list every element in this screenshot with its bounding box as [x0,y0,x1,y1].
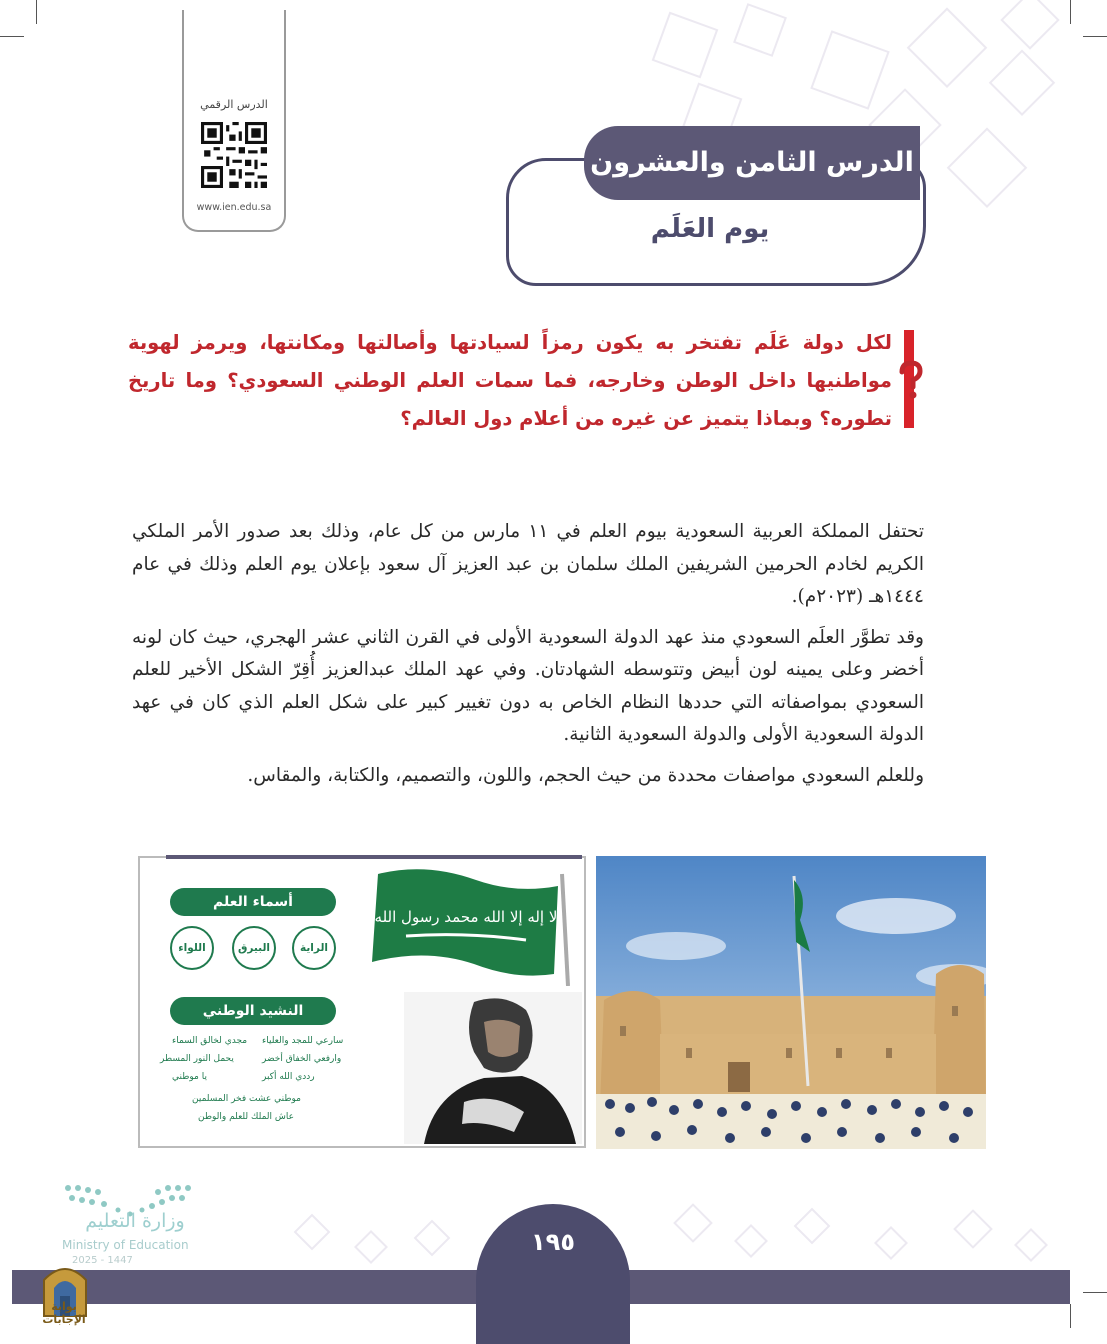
question-mark-icon [896,360,924,400]
flag-name-item: اللواء [170,926,214,970]
anthem-line: موطني عشت فخر المسلمين [192,1094,301,1104]
qr-label: الدرس الرقمي [200,98,268,111]
anthem-line: رددي الله أكبر [262,1072,315,1082]
anthem-line: وارفعي الخفاق أخضر [262,1054,342,1064]
paragraph: تحتفل المملكة العربية السعودية بيوم العلم في ١١ مارس من كل عام، وذلك بعد صدور الأمر الملكي الكريم لخادم الحرمين الشريفين الملك سلمان بن عبد العزيز آل سعود بإعلان يوم العلم وذلك في عام ١٤٤٤هـ (٢٠٢٣م). [132,521,924,607]
anthem-line: سارعي للمجد والعلياء [262,1036,344,1046]
lesson-title: الدرس الثامن والعشرون [584,126,920,200]
anthem-line: مجدي لخالق السماء [172,1036,248,1046]
qr-url[interactable]: www.ien.edu.sa [196,202,272,213]
ministry-name-ar: وزارة التعليم [85,1210,185,1232]
paragraph: وقد تطوَّر العلَم السعودي منذ عهد الدولة السعودية الأولى في القرن الثاني عشر الهجري، حيث كان لونه أخضر وعلى يمينه لون أبيض وتتوسطه الشهادتان. وفي عهد الملك عبدالعزيز أُقِرّ الشكل الأخير للعلم السعودي بمواصفاته التي حددها النظام الخاص به دون تغيير كبير على شكل العلم الذي كان في عهد الدولة السعودية الأولى والدولة السعودية الثانية. [132,626,924,745]
digital-lesson-tab[interactable] [182,10,286,232]
anthem-title: النشيد الوطني [170,997,336,1025]
paragraph: وللعلم السعودي مواصفات محددة من حيث الحجم، واللون، والتصميم، والكتابة، والمقاس. [247,764,924,786]
lesson-subtitle: يوم العَلَم [650,214,770,244]
edition-year: 2025 - 1447 [72,1255,133,1266]
anthem-line: يحمل النور المسطر [160,1054,234,1064]
fort-flag-photo [596,856,986,1149]
flag-shahada: لا إله إلا الله محمد رسول الله [374,908,558,926]
ministry-name-en: Ministry of Education [62,1238,189,1252]
page-number: ١٩٥ [531,1228,575,1256]
anthem-line: يا موطني [172,1072,207,1082]
flag-names-title: أسماء العلم [170,888,336,916]
card-accent-line [166,855,582,859]
intro-question: لكل دولة عَلَم تفتخر به يكون رمزاً لسيادتها وأصالتها ومكانتها، ويرمز لهوية مواطنيها داخل الوطن وخارجه، فما سمات العلم الوطني السعودي؟ وما تاريخ تطوره؟ وبماذا يتميز عن غيره من أعلام دول العالم؟ [128,331,892,430]
saudi-flag-illustration [366,866,576,986]
answers-portal-name[interactable]: بوابة الإجابات [42,1300,86,1326]
lesson-body [132,516,924,800]
king-portrait [404,992,582,1144]
qr-code-icon[interactable] [201,122,267,188]
flag-name-item: الراية [292,926,336,970]
anthem-line: عاش الملك للعلم والوطن [198,1112,294,1122]
flag-name-item: البيرق [232,926,276,970]
